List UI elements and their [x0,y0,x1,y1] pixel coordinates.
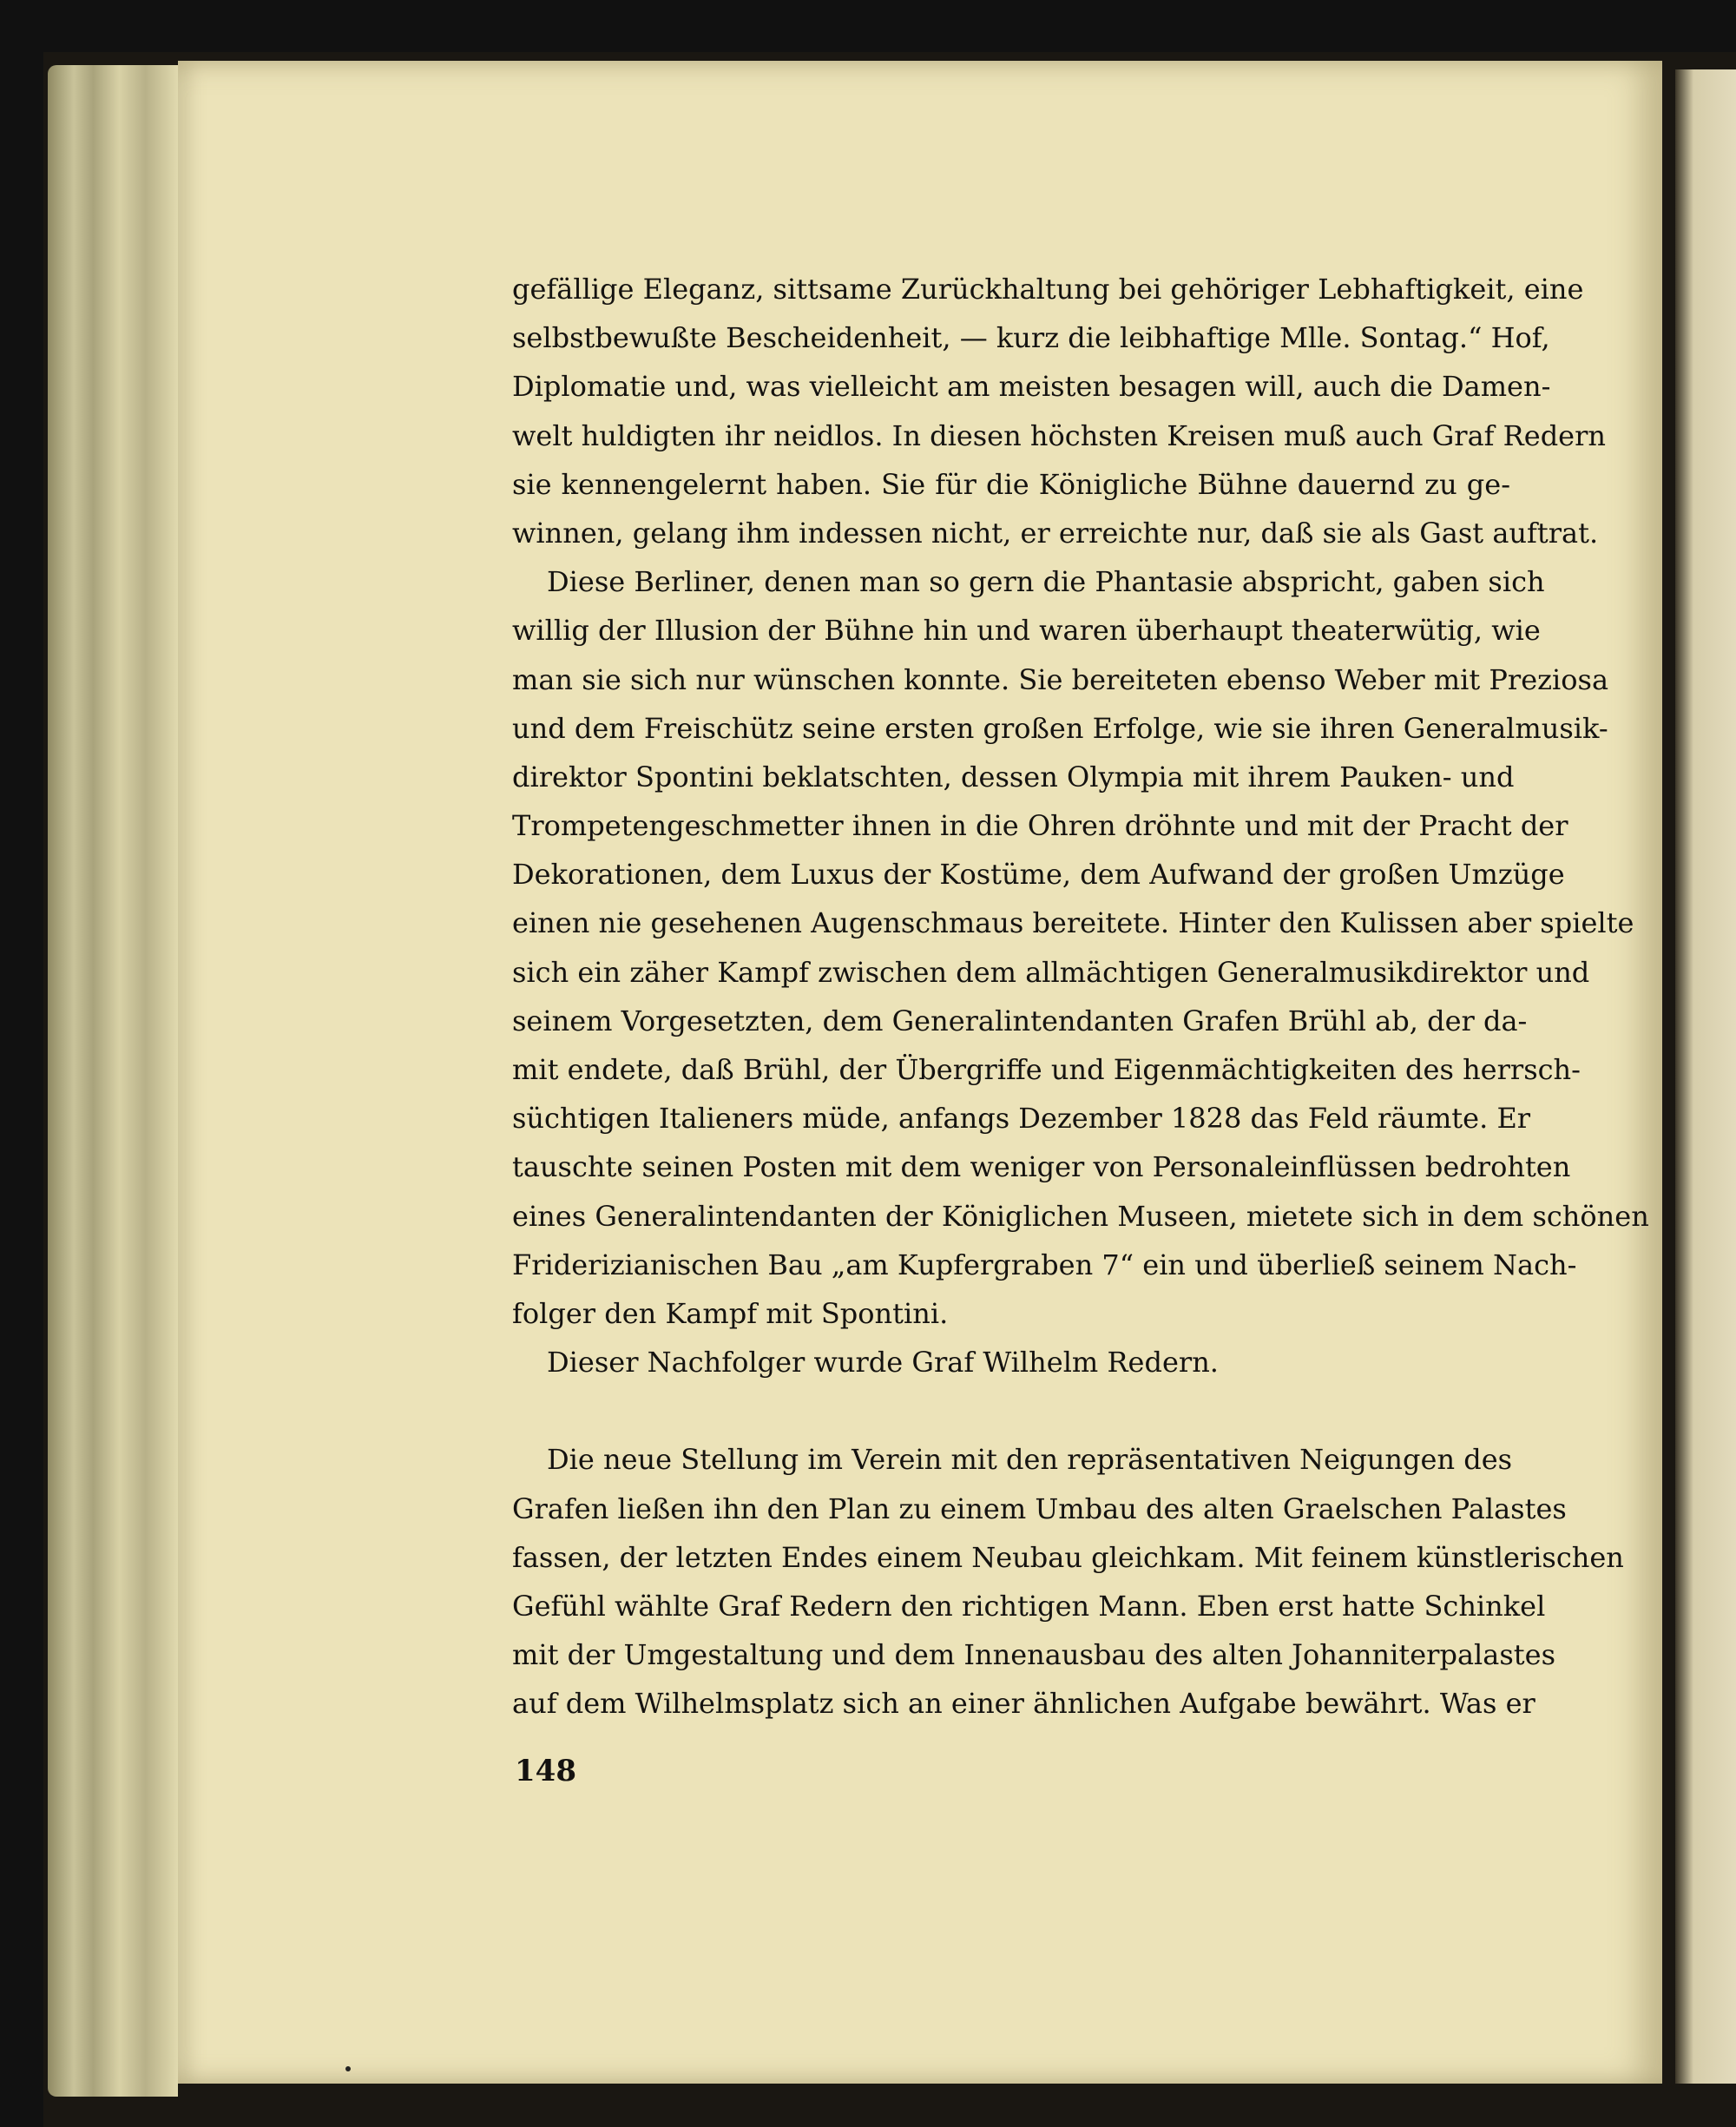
text-line: Dieser Nachfolger wurde Graf Wilhelm Redern. [547,1346,1219,1380]
text-line: einen nie gesehenen Augenschmaus bereitete. Hinter den Kulissen aber spielte [512,906,1634,940]
text-line: Gefühl wählte Graf Redern den richtigen Mann. Eben erst hatte Schinkel [512,1589,1546,1623]
text-line: mit endete, daß Brühl, der Übergriffe und Eigenmächtigkeiten des herrsch- [512,1053,1581,1086]
text-line: seinem Vorgesetzten, dem Generalintendanten Grafen Brühl ab, der da- [512,1004,1528,1037]
text-line: Friderizianischen Bau „am Kupfergraben 7“ ein und überließ seinem Nach- [512,1248,1577,1281]
text-line: gefällige Eleganz, sittsame Zurückhaltung bei gehöriger Lebhaftigkeit, eine [512,273,1584,306]
text-line: sie kennengelernt haben. Sie für die Königliche Bühne dauernd zu ge- [512,467,1510,501]
text-line: tauschte seinen Posten mit dem weniger von Personaleinflüssen bedrohten [512,1150,1571,1184]
text-line: Diplomatie und, was vielleicht am meisten besagen will, auch die Damen- [512,370,1551,404]
text-line: folger den Kampf mit Spontini. [512,1296,949,1330]
text-line: und dem Freischütz seine ersten großen Erfolge, wie sie ihren Generalmusik- [512,711,1608,745]
text-line: winnen, gelang ihm indessen nicht, er erreichte nur, daß sie als Gast auftrat. [512,516,1599,550]
text-line: willig der Illusion der Bühne hin und waren überhaupt theaterwütig, wie [512,614,1541,648]
text-line: Dekorationen, dem Luxus der Kostüme, dem Aufwand der großen Umzüge [512,858,1565,892]
text-line: Grafen ließen ihn den Plan zu einem Umbau des alten Graelschen Palastes [512,1492,1567,1525]
text-line: Trompetengeschmetter ihnen in die Ohren dröhnte und mit der Pracht der [512,809,1568,843]
text-line: welt huldigten ihr neidlos. In diesen höchsten Kreisen muß auch Graf Redern [512,418,1607,452]
text-line: Die neue Stellung im Verein mit den repräsentativen Neigungen des [547,1443,1513,1477]
text-line: sich ein zäher Kampf zwischen dem allmächtigen Generalmusikdirektor und [512,955,1590,989]
text-line: eines Generalintendanten der Königlichen Museen, mietete sich in dem schönen [512,1199,1649,1233]
text-line: selbstbewußte Bescheidenheit, — kurz die leibhaftige Mlle. Sontag.“ Hof, [512,321,1550,355]
paragraph-gap [512,1386,1510,1435]
text-line: direktor Spontini beklatschten, dessen Olympia mit ihrem Pauken- und [512,760,1515,794]
page-edges [48,65,178,2097]
paper-speck [345,2066,351,2071]
text-line: süchtigen Italieners müde, anfangs Dezember 1828 das Feld räumte. Er [512,1102,1531,1136]
text-line: mit der Umgestaltung und dem Innenausbau des alten Johanniterpalastes [512,1638,1555,1672]
adjacent-page-edge [1675,69,1736,2084]
page-body-text [512,265,1649,1728]
text-line: Diese Berliner, denen man so gern die Phantasie abspricht, gaben sich [547,565,1545,599]
text-line: auf dem Wilhelmsplatz sich an einer ähnlichen Aufgabe bewährt. Was er [512,1687,1535,1721]
text-line: man sie sich nur wünschen konnte. Sie bereiteten ebenso Weber mit Preziosa [512,662,1609,696]
text-line: fassen, der letzten Endes einem Neubau gleichkam. Mit feinem künstlerischen [512,1540,1624,1574]
page-number: 148 [515,1754,576,1788]
